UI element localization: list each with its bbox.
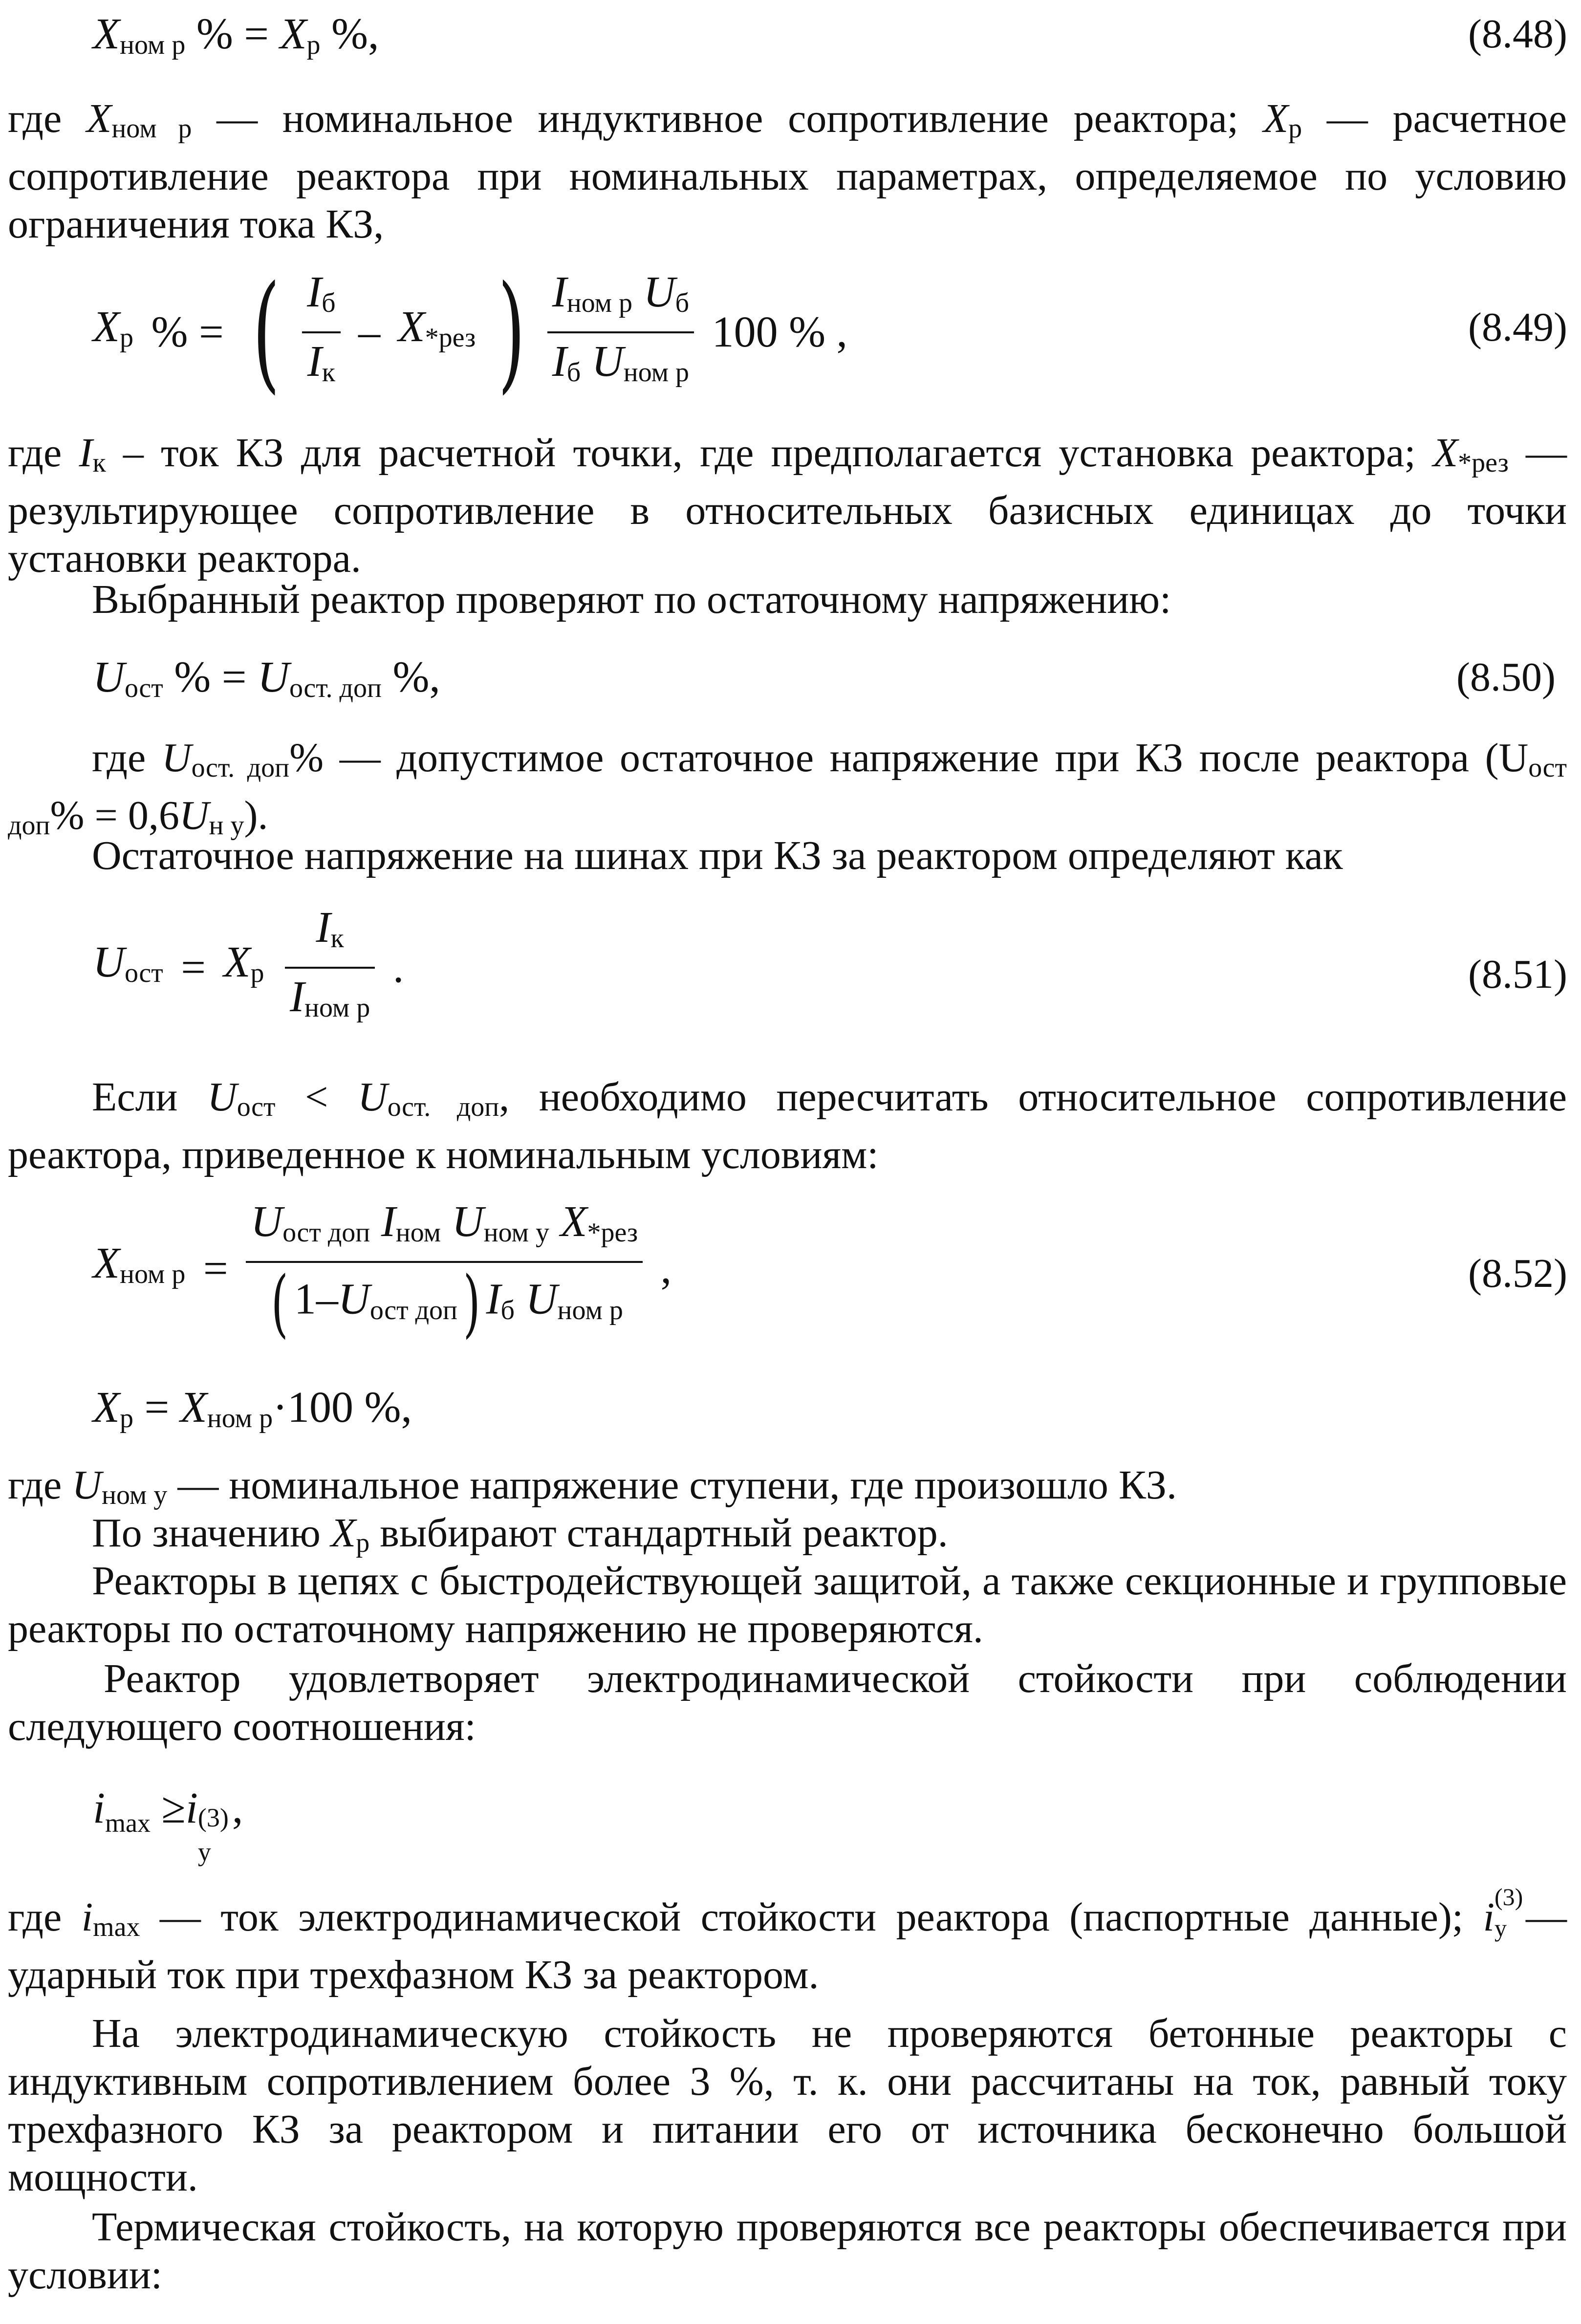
eq-var: X bbox=[223, 938, 251, 987]
inline-subscript: *рез bbox=[1458, 448, 1509, 478]
fraction-base-ratio bbox=[547, 268, 694, 397]
eq-subscript: б bbox=[675, 288, 690, 319]
eq-var: X bbox=[93, 1239, 120, 1287]
inline-var: U bbox=[207, 1074, 237, 1120]
eq-subscript: ном р bbox=[119, 30, 186, 61]
eq-operator: = bbox=[203, 1244, 228, 1293]
eq-var: U bbox=[525, 1275, 558, 1324]
eq-operator: % = bbox=[151, 308, 224, 357]
eq-var: U bbox=[338, 1275, 370, 1324]
eq-operator: = bbox=[181, 943, 206, 992]
eq-operator: ·100 %, bbox=[273, 1383, 412, 1432]
fraction-ik-inom bbox=[285, 903, 375, 1032]
eq-subscript: *рез bbox=[425, 323, 476, 353]
paragraph: Остаточное напряжение на шинах при КЗ за реактором определяют как bbox=[92, 833, 1343, 878]
eq-var: X bbox=[93, 303, 120, 351]
paragraph bbox=[8, 95, 1567, 248]
eq-var: X bbox=[560, 1197, 587, 1246]
eq-var: I bbox=[486, 1275, 501, 1324]
inline-superscript: (3) bbox=[1494, 1883, 1523, 1911]
equation-number: (8.51) bbox=[1468, 952, 1567, 997]
eq-var: i bbox=[185, 1784, 198, 1832]
inline-var: U bbox=[179, 793, 209, 839]
inline-subscript: у bbox=[1494, 1914, 1507, 1942]
eq-superscript: (3) bbox=[197, 1803, 229, 1832]
inline-var: U bbox=[72, 1462, 102, 1508]
right-paren: ) bbox=[463, 1261, 480, 1347]
eq-operator: %, bbox=[331, 10, 379, 58]
equation-number: (8.48) bbox=[1468, 11, 1567, 57]
eq-var: U bbox=[643, 268, 675, 316]
eq-subscript: ост bbox=[125, 673, 163, 704]
eq-operator: 100 % , bbox=[712, 308, 848, 357]
text-run: — номинальное индуктивное сопротивление реактора; bbox=[192, 96, 1263, 141]
eq-var: X bbox=[93, 10, 120, 58]
eq-var: U bbox=[93, 653, 125, 701]
eq-subscript: ном р bbox=[566, 288, 633, 319]
text-run: где bbox=[8, 96, 87, 141]
paragraph bbox=[8, 429, 1567, 583]
right-paren: ) bbox=[498, 259, 525, 407]
text-run: где bbox=[8, 1894, 82, 1940]
text-run: % = 0,6 bbox=[50, 793, 179, 839]
eq-var: X bbox=[180, 1383, 207, 1432]
equation-8-50 bbox=[93, 653, 440, 713]
inline-subscript: ном р bbox=[111, 113, 192, 144]
eq-var: U bbox=[452, 1197, 484, 1246]
eq-subscript: ост. доп bbox=[289, 673, 382, 704]
eq-subscript: ном р bbox=[557, 1295, 623, 1326]
equation-number: (8.52) bbox=[1468, 1251, 1567, 1296]
paragraph: Термическая стойкость, на которую проверяются все реакторы обеспечивается при условии: bbox=[8, 2204, 1567, 2298]
text-run: — ударный ток при трехфазном КЗ за реактором. bbox=[8, 1894, 1567, 1998]
eq-subscript: р bbox=[306, 30, 321, 61]
eq-var: U bbox=[93, 938, 125, 987]
eq-var: I bbox=[552, 268, 567, 316]
inline-subscript: ост bbox=[237, 1092, 276, 1123]
eq-subscript: к bbox=[322, 357, 335, 388]
eq-operator: – bbox=[358, 308, 381, 357]
eq-var: I bbox=[381, 1197, 396, 1246]
eq-operator: % = bbox=[196, 10, 269, 58]
eq-var: I bbox=[316, 903, 331, 952]
eq-subscript: р bbox=[119, 1403, 133, 1434]
equation-number: (8.50) bbox=[1456, 654, 1556, 700]
inline-subscript: н у bbox=[209, 810, 244, 841]
text-run: — расчетное сопротивление реактора при номинальных параметрах, определяемое по условию ограничения тока КЗ, bbox=[8, 96, 1567, 247]
eq-subscript: р bbox=[119, 323, 133, 353]
inline-subscript: р bbox=[1288, 113, 1302, 144]
equation-8-49 bbox=[93, 259, 854, 407]
text-run: где bbox=[8, 1462, 72, 1508]
eq-subscript: б bbox=[500, 1295, 515, 1326]
inline-var: X bbox=[87, 96, 112, 141]
eq-var: I bbox=[307, 337, 322, 386]
text-run: Если bbox=[92, 1074, 208, 1120]
eq-subscript: ост bbox=[125, 958, 163, 989]
eq-var: X bbox=[280, 10, 307, 58]
paragraph: На электродинамическую стойкость не проверяются бетонные реакторы с индуктивным сопротивлением более 3 %, т. к. они рассчитаны на ток, равный току трехфазного КЗ за реактором и питании его от источника бесконечно большой мощности. bbox=[8, 2011, 1567, 2200]
inline-var: X bbox=[1432, 430, 1458, 476]
eq-operator: %, bbox=[392, 653, 440, 701]
inline-var: i bbox=[81, 1894, 93, 1940]
eq-var: i bbox=[93, 1784, 106, 1832]
eq-operator: % = bbox=[174, 653, 247, 701]
inline-var: i bbox=[1483, 1894, 1494, 1940]
inline-var: U bbox=[358, 1074, 388, 1120]
inline-subscript: ост. доп bbox=[191, 753, 290, 783]
text-run: выбирают стандартный реактор. bbox=[369, 1510, 948, 1556]
paragraph bbox=[8, 1073, 1567, 1179]
inline-subscript: ост. доп bbox=[387, 1092, 499, 1123]
eq-operator: = bbox=[144, 1383, 170, 1432]
eq-var: I bbox=[552, 337, 567, 386]
eq-var: U bbox=[591, 337, 624, 386]
eq-operator: , bbox=[232, 1784, 243, 1832]
eq-subscript: ном bbox=[395, 1217, 441, 1248]
text-run: % — допустимое остаточное напряжение при КЗ после реактора (U bbox=[289, 735, 1529, 781]
paragraph: Выбранный реактор проверяют по остаточному напряжению: bbox=[92, 577, 1171, 622]
eq-subscript: р bbox=[250, 958, 264, 989]
eq-subscript: у bbox=[197, 1837, 211, 1867]
eq-var: X bbox=[398, 303, 425, 351]
fraction-xnom bbox=[246, 1197, 643, 1347]
eq-var: I bbox=[307, 268, 322, 316]
eq-subscript: ном у bbox=[483, 1217, 549, 1248]
equation-imax bbox=[93, 1784, 243, 1867]
eq-subscript: б bbox=[566, 357, 581, 388]
eq-subscript: ост доп bbox=[369, 1295, 458, 1326]
text-run: где bbox=[8, 430, 79, 476]
eq-var: U bbox=[251, 1197, 283, 1246]
text-run: — результирующее сопротивление в относительных базисных единицах до точки установки реактора. bbox=[8, 430, 1567, 582]
eq-operator: . bbox=[392, 943, 404, 992]
eq-var: X bbox=[93, 1383, 120, 1432]
eq-operator: , bbox=[660, 1244, 672, 1293]
inline-subscript: ном у bbox=[101, 1480, 168, 1511]
text-run: — ток электродинамической стойкости реактора (паспортные данные); bbox=[140, 1894, 1483, 1940]
paragraph: Реактор удовлетворяет электродинамической стойкости при соблюдении следующего соотношения: bbox=[8, 1656, 1567, 1749]
inline-var: U bbox=[161, 735, 192, 781]
eq-subscript: max bbox=[105, 1808, 151, 1838]
eq-subscript: ост доп bbox=[282, 1217, 370, 1248]
fraction-ib-ik bbox=[302, 268, 340, 397]
eq-subscript: ном р bbox=[304, 993, 370, 1023]
eq-var: I bbox=[289, 973, 304, 1021]
left-paren: ( bbox=[253, 259, 280, 407]
text-run: ). bbox=[244, 793, 268, 839]
inline-var: I bbox=[79, 430, 93, 476]
text-run: По значению bbox=[92, 1510, 331, 1556]
eq-subscript: ном р bbox=[119, 1259, 186, 1290]
equation-8-51 bbox=[93, 903, 411, 1032]
eq-subscript: ном р bbox=[623, 357, 690, 388]
inline-var: X bbox=[1263, 96, 1289, 141]
text-run: где bbox=[92, 735, 162, 781]
eq-operator: ≥ bbox=[161, 1784, 186, 1832]
text-run: , необходимо пересчитать относительное сопротивление реактора, приведенное к номинальным условиям: bbox=[8, 1074, 1567, 1178]
text-run: < bbox=[275, 1074, 358, 1120]
inline-subscript: к bbox=[92, 448, 106, 478]
eq-subscript: ном р bbox=[207, 1403, 273, 1434]
equation-number: (8.49) bbox=[1468, 304, 1567, 350]
equation-xp bbox=[93, 1383, 412, 1443]
inline-subscript: max bbox=[93, 1912, 140, 1943]
eq-subscript: к bbox=[330, 923, 344, 954]
eq-operator: 1– bbox=[294, 1275, 338, 1324]
equation-8-52 bbox=[93, 1197, 678, 1347]
inline-subscript: ост доп bbox=[8, 753, 1567, 841]
inline-var: X bbox=[330, 1510, 356, 1556]
text-run: — номинальное напряжение ступени, где произошло КЗ. bbox=[167, 1462, 1177, 1508]
left-paren: ( bbox=[271, 1261, 289, 1347]
paragraph bbox=[8, 1883, 1567, 1999]
eq-subscript: *рез bbox=[587, 1217, 638, 1248]
equation-8-48 bbox=[93, 10, 379, 69]
paragraph: Реакторы в цепях с быстродействующей защитой, а также секционные и групповые реакторы по остаточному напряжению не проверяются. bbox=[8, 1558, 1567, 1651]
eq-subscript: б bbox=[322, 288, 336, 319]
eq-var: U bbox=[257, 653, 289, 701]
inline-subscript: р bbox=[356, 1528, 370, 1559]
text-run: – ток КЗ для расчетной точки, где предполагается установка реактора; bbox=[106, 430, 1433, 476]
